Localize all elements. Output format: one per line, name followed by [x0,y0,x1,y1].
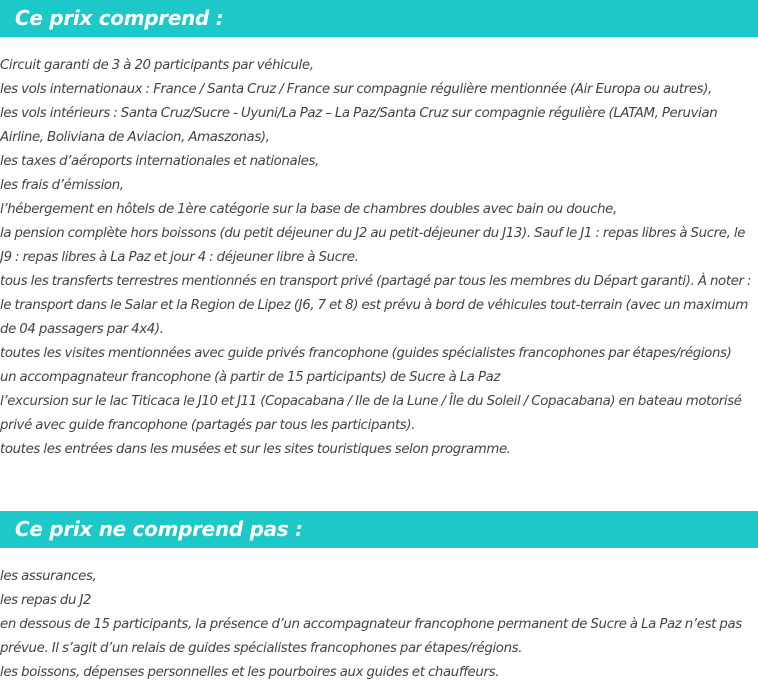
list-item: les vols intérieurs : Santa Cruz/Sucre - Uyuni/La Paz – La Paz/Santa Cruz sur compagnie régulière (LATAM, Peruvian Airline, Boliviana de Aviacion, Amaszonas), [0,106,718,145]
list-item: toutes les visites mentionnées avec guide privés francophone (guides spécialistes francophones par étapes/régions) [0,346,732,361]
list-item: la pension complète hors boissons (du petit déjeuner du J2 au petit-déjeuner du J13). Sauf le J1 : repas libres à Sucre, le J9 : repas libres à La Paz et jour 4 : déjeuner libre à Sucre. [0,226,746,265]
list-item: les assurances, [0,569,97,584]
section-header-includes: Ce prix comprend : [0,0,758,37]
list-item: les repas du J2 [0,593,92,608]
list-item: Circuit garanti de 3 à 20 participants par véhicule, [0,58,314,73]
section-header-excludes: Ce prix ne comprend pas : [0,511,758,548]
list-item: toutes les entrées dans les musées et sur les sites touristiques selon programme. [0,442,511,457]
included-items-list [0,54,758,462]
excluded-items-list [0,565,758,685]
list-item: l’hébergement en hôtels de 1ère catégorie sur la base de chambres doubles avec bain ou douche, [0,202,617,217]
list-item: tous les transferts terrestres mentionnés en transport privé (partagé par tous les membres du Départ garanti). À noter : le transport dans le Salar et la Region de Lipez (J6, 7 et 8) est prévu à bord de véhicules tout-terrain (avec un maximum de 04 passagers par 4x4). [0,274,752,337]
list-item: l’excursion sur le lac Titicaca le J10 et J11 (Copacabana / Ile de la Lune / Île du Soleil / Copacabana) en bateau motorisé privé avec guide francophone (partagés par tous les participants). [0,394,742,433]
list-item: un accompagnateur francophone (à partir de 15 participants) de Sucre à La Paz [0,370,501,385]
list-item: en dessous de 15 participants, la présence d’un accompagnateur francophone permanent de Sucre à La Paz n’est pas prévue. Il s’agit d’un relais de guides spécialistes francophones par étapes/régions. [0,617,742,656]
list-item: les taxes d’aéroports internationales et nationales, [0,154,319,169]
list-item: les boissons, dépenses personnelles et les pourboires aux guides et chauffeurs. [0,665,500,680]
list-item: les frais d’émission, [0,178,124,193]
list-item: les vols internationaux : France / Santa Cruz / France sur compagnie régulière mentionnée (Air Europa ou autres), [0,82,712,97]
